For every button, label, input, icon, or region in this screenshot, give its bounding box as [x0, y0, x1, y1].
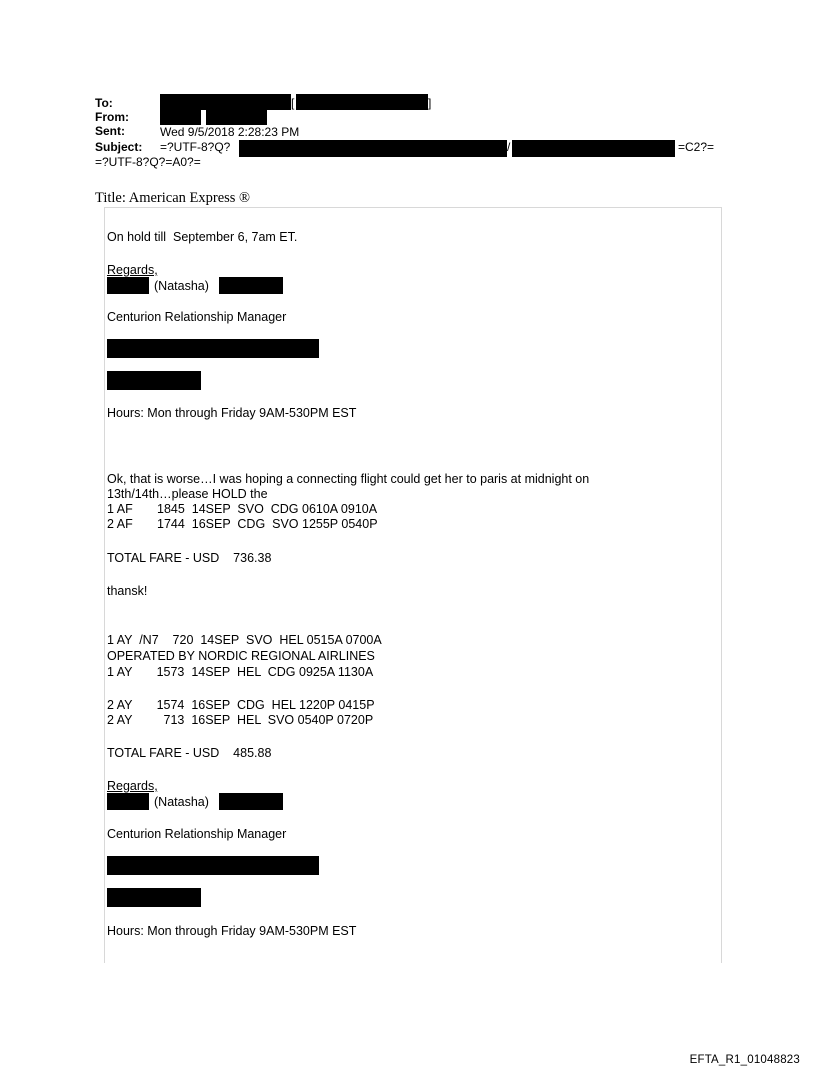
- from-label: From:: [95, 110, 129, 124]
- signature-first-redaction-1: [107, 277, 149, 294]
- regards-1: Regards,: [107, 263, 158, 277]
- request-line-1: Ok, that is worse…I was hoping a connecting flight could get her to paris at midnight on: [107, 472, 590, 486]
- ay-segment-1: 1 AY /N7 720 14SEP SVO HEL 0515A 0700A: [107, 633, 382, 647]
- af-segment-2: 2 AF 1744 16SEP CDG SVO 1255P 0540P: [107, 517, 378, 531]
- hours-1: Hours: Mon through Friday 9AM-530PM EST: [107, 406, 357, 420]
- to-bracket-open: [: [291, 96, 295, 110]
- from-first-redaction: [160, 110, 201, 125]
- sent-row: [95, 125, 125, 138]
- contact-redaction-2a: [107, 856, 319, 875]
- signature-first-redaction-2: [107, 793, 149, 810]
- to-email-redaction: [296, 94, 428, 110]
- from-last-redaction: [206, 110, 267, 125]
- subject-suffix: =C2?=: [678, 140, 715, 154]
- signature-name-1: (Natasha): [154, 279, 209, 293]
- operated-by: OPERATED BY NORDIC REGIONAL AIRLINES: [107, 649, 375, 663]
- to-bracket-close: ]: [428, 96, 432, 110]
- total-fare-1: TOTAL FARE - USD 736.38: [107, 551, 272, 565]
- sent-value: Wed 9/5/2018 2:28:23 PM: [160, 125, 300, 139]
- regards-2: Regards,: [107, 779, 158, 793]
- sent-label: Sent:: [95, 124, 125, 138]
- af-segment-1: 1 AF 1845 14SEP SVO CDG 0610A 0910A: [107, 502, 378, 516]
- request-line-2: 13th/14th…please HOLD the: [107, 487, 268, 501]
- role-1: Centurion Relationship Manager: [107, 310, 287, 324]
- contact-redaction-1a: [107, 339, 319, 358]
- document-id: EFTA_R1_01048823: [689, 1054, 800, 1066]
- total-fare-2: TOTAL FARE - USD 485.88: [107, 746, 272, 760]
- document-title: Title: American Express ®: [95, 190, 251, 206]
- hold-note: On hold till September 6, 7am ET.: [107, 230, 298, 244]
- role-2: Centurion Relationship Manager: [107, 827, 287, 841]
- to-name-redaction: [160, 94, 291, 110]
- to-label: To:: [95, 96, 113, 110]
- signature-last-redaction-1: [219, 277, 283, 294]
- contact-redaction-1b: [107, 371, 201, 390]
- subject-redaction-1: [239, 140, 507, 157]
- subject-label: Subject:: [95, 140, 143, 154]
- subject-prefix: =?UTF-8?Q?: [160, 140, 231, 154]
- hours-2: Hours: Mon through Friday 9AM-530PM EST: [107, 924, 357, 938]
- ay-segment-2: 1 AY 1573 14SEP HEL CDG 0925A 1130A: [107, 665, 374, 679]
- subject-row: [95, 141, 142, 154]
- subject-slash: /: [507, 140, 511, 154]
- subject-line-2: =?UTF-8?Q?=A0?=: [95, 155, 201, 169]
- contact-redaction-2b: [107, 888, 201, 907]
- signature-name-2: (Natasha): [154, 795, 209, 809]
- ay-segment-4: 2 AY 713 16SEP HEL SVO 0540P 0720P: [107, 713, 374, 727]
- signature-last-redaction-2: [219, 793, 283, 810]
- from-row: [95, 111, 129, 124]
- to-row: [95, 97, 113, 110]
- ay-segment-3: 2 AY 1574 16SEP CDG HEL 1220P 0415P: [107, 698, 375, 712]
- thanks-note: thansk!: [107, 584, 148, 598]
- subject-redaction-2: [512, 140, 675, 157]
